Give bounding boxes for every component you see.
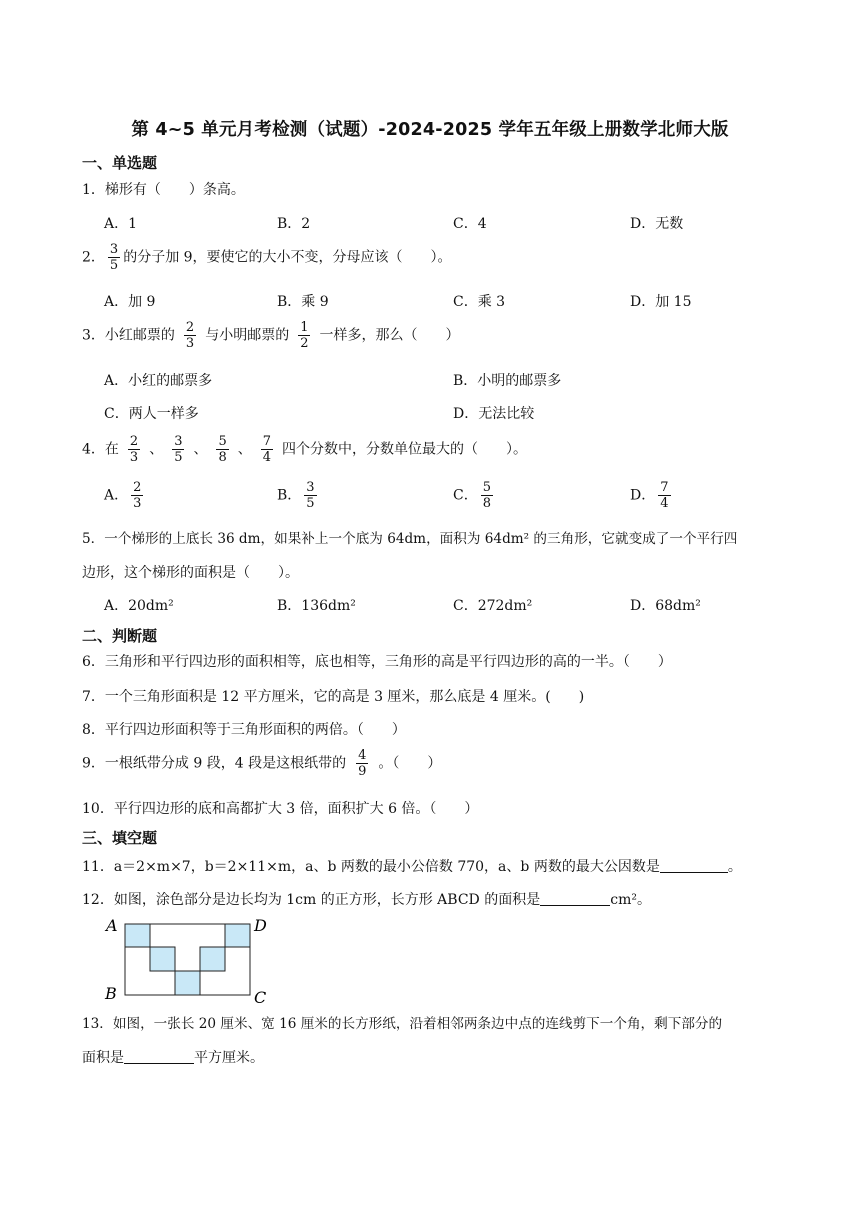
q12-answer-blank[interactable]: [540, 891, 610, 906]
q2-option-a: A．加 9: [104, 294, 156, 310]
label-d: D: [254, 916, 267, 935]
q5-option-c: C．272dm²: [453, 598, 533, 614]
shaded-squares: [125, 924, 250, 995]
q2-option-b: B．乘 9: [277, 294, 329, 310]
question-5-line-2: 边形，这个梯形的面积是（ ）。: [82, 565, 299, 581]
question-8: 8．平行四边形面积等于三角形面积的两倍。（ ）: [82, 722, 406, 738]
question-12: 12．如图，涂色部分是边长均为 1cm 的正方形，长方形 ABCD 的面积是 cm²。: [82, 892, 651, 908]
question-13-line-2: 面积是 平方厘米。: [82, 1050, 264, 1066]
q5-option-d: D．68dm²: [630, 598, 701, 614]
section-heading-true-false: 二、判断题: [82, 627, 158, 645]
q3-option-b: B．小明的邮票多: [453, 373, 562, 389]
q4-option-a: A． $\frac{2}{3}$: [104, 480, 142, 511]
q4-fraction-4: $\frac{7}{4}$: [262, 434, 272, 465]
q3-fraction-1: $\frac{2}{3}$: [185, 320, 195, 351]
q4-fraction-3: $\frac{5}{8}$: [218, 434, 227, 465]
q2-option-d: D．加 15: [630, 294, 692, 310]
q13-answer-blank[interactable]: [124, 1049, 194, 1064]
q4-fraction-2: $\frac{3}{5}$: [174, 434, 183, 465]
q3-option-a: A．小红的邮票多: [104, 373, 213, 389]
q11-answer-blank[interactable]: [660, 858, 728, 873]
q4-fraction-1: $\frac{2}{3}$: [129, 434, 139, 465]
q1-option-a: A．1: [104, 216, 138, 232]
question-1: 1．梯形有（ ）条高。: [82, 182, 245, 198]
label-a: A: [106, 916, 118, 935]
question-11: 11．a＝2×m×7，b＝2×11×m，a、b 两数的最小公倍数 770，a、b 两数的最大公因数是 。: [82, 859, 742, 875]
q2-number: 2．: [82, 249, 105, 266]
question-2: [82, 242, 452, 273]
label-c: C: [254, 988, 267, 1006]
page-title: 第 4~5 单元月考检测（试题）-2024-2025 学年五年级上册数学北师大版: [131, 120, 729, 140]
q5-option-b: B．136dm²: [277, 598, 356, 614]
section-heading-fill-blank: 三、填空题: [82, 829, 158, 847]
q4-option-c: C． $\frac{5}{8}$: [453, 480, 491, 511]
q2-option-c: C．乘 3: [453, 294, 506, 310]
q1-option-c: C．4: [453, 216, 487, 232]
question-6: 6．三角形和平行四边形的面积相等，底也相等，三角形的高是平行四边形的高的一半。（ ）: [82, 654, 672, 670]
question-7: 7．一个三角形面积是 12 平方厘米，它的高是 3 厘米，那么底是 4 厘米。( ): [82, 689, 585, 705]
q2-fraction: $\frac{3}{5}$: [109, 242, 119, 273]
q4-option-d: D． $\frac{7}{4}$: [630, 480, 669, 511]
question-3: 3．小红邮票的 $\frac{2}{3}$ 与小明邮票的 $\frac{1}{2}$ 一样多，那么（ ）: [82, 320, 460, 351]
q3-option-c: C．两人一样多: [104, 406, 199, 422]
q9-fraction: $\frac{4}{9}$: [358, 748, 367, 779]
q3-option-d: D．无法比较: [453, 406, 535, 422]
section-heading-single-choice: 一、单选题: [82, 154, 158, 172]
question-4: 4．在 $\frac{2}{3}$ 、 $\frac{3}{5}$ 、 $\frac{5}{8}$ 、 $\frac{7}{4}$ 四个分数中，分数单位最大的（ ）。: [82, 434, 528, 465]
q4-option-b: B． $\frac{3}{5}$: [277, 480, 315, 511]
shaded-square-1: [125, 924, 150, 947]
question-13-line-1: 13．如图，一张长 20 厘米、宽 16 厘米的长方形纸，沿着相邻两条边中点的连线剪下一个角，剩下部分的: [82, 1016, 723, 1032]
question-10: 10．平行四边形的底和高都扩大 3 倍，面积扩大 6 倍。（ ）: [82, 801, 479, 817]
question-5-line-1: 5．一个梯形的上底长 36 dm，如果补上一个底为 64dm，面积为 64dm² 的三角形，它就变成了一个平行四: [82, 531, 738, 547]
shaded-square-5: [225, 924, 250, 947]
question-9: 9．一根纸带分成 9 段，4 段是这根纸带的 $\frac{4}{9}$ 。（ ）: [82, 748, 442, 779]
q5-option-a: A．20dm²: [104, 598, 174, 614]
label-b: B: [105, 984, 117, 1003]
q3-fraction-2: $\frac{1}{2}$: [300, 320, 309, 351]
q1-option-b: B．2: [277, 216, 311, 232]
shaded-square-4: [200, 947, 225, 971]
q1-option-d: D．无数: [630, 216, 684, 232]
shaded-square-2: [150, 947, 175, 971]
shaded-square-3: [175, 971, 200, 995]
q2-text: 的分子加 9，要使它的大小不变，分母应该（ ）。: [123, 249, 452, 266]
q12-rectangle-figure: [100, 914, 280, 1006]
